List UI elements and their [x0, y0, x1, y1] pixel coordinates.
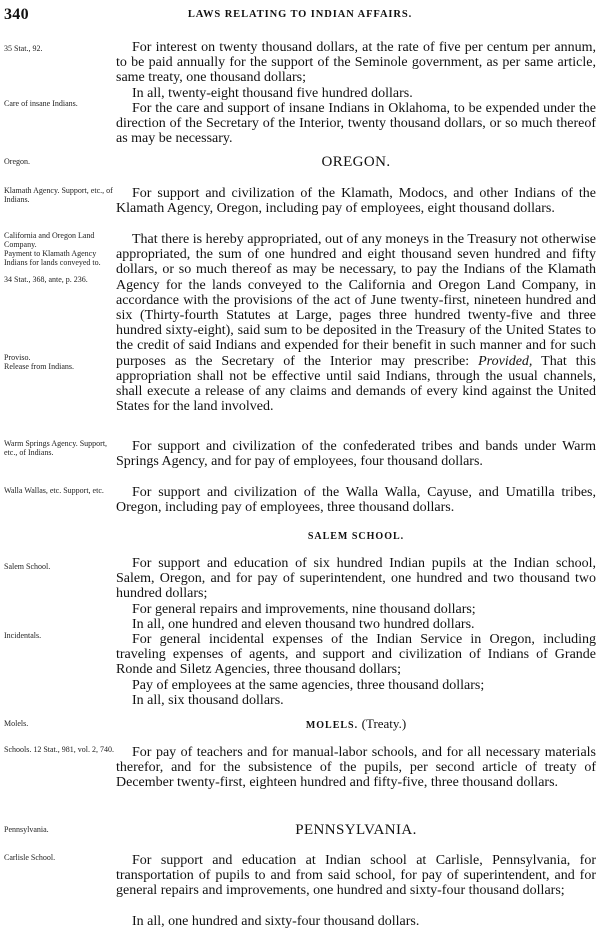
margin-note-proviso: Proviso.	[4, 353, 31, 362]
margin-note-oregon: Oregon.	[4, 157, 30, 166]
margin-note-pennsylvania: Pennsylvania.	[4, 825, 49, 834]
margin-note-schools: Schools. 12 Stat., 981, vol. 2, 740.	[4, 745, 115, 754]
paragraph-incidental-pay: Pay of employees at the same agencies, three thousand dollars;	[132, 678, 485, 693]
margin-note-warm-springs: Warm Springs Agency. Support, etc., of Indians.	[4, 439, 108, 457]
page-header	[4, 6, 596, 26]
paragraph-incidental: For general incidental expenses of the Indian Service in Oregon, including traveling expenses of agents, and support and civilization of Indians of Grande Ronde and Siletz Agencies, three thousand dollars;	[116, 632, 596, 678]
margin-note-molels: Molels.	[4, 719, 29, 728]
land-company-text-b: That this appropriation shall not be effective until said Indians, through the usual channels, shall execute a release of any claims and demands of every kind against the United States for the land involved.	[116, 353, 597, 415]
running-head: LAWS RELATING TO INDIAN AFFAIRS.	[187, 9, 413, 20]
heading-oregon: OREGON.	[321, 154, 391, 170]
heading-pennsylvania: PENNSYLVANIA.	[295, 822, 417, 838]
paragraph-walla-walla: For support and civilization of the Walla Walla, Cayuse, and Umatilla tribes, Oregon, including pay of employees, three thousand dollars.	[116, 485, 596, 516]
margin-note-release: Release from Indians.	[4, 362, 74, 371]
paragraph-molels: For pay of teachers and for manual-labor schools, and for all necessary materials therefor, and for the subsistence of the pupils, per second article of treaty of December twenty-first, eighteen hundred and fifty-five, three thousand dollars.	[116, 745, 596, 791]
margin-note-klamath: Klamath Agency. Support, etc., of Indians.	[4, 186, 113, 204]
margin-note-payment-klamath: Payment to Klamath Agency Indians for lands conveyed to.	[4, 249, 101, 267]
molels-title: MOLELS.	[305, 720, 359, 731]
paragraph-salem-support: For support and education of six hundred Indian pupils at the Indian school, Salem, Oregon, and for pay of superintendent, one hundred and two thousand two hundred dollars;	[116, 556, 596, 602]
paragraph-warm-springs: For support and civilization of the confederated tribes and bands under Warm Springs Agency, and for pay of employees, four thousand dollars.	[116, 439, 596, 470]
margin-note-walla-wallas: Walla Wallas, etc. Support, etc.	[4, 486, 104, 495]
paragraph-seminole: For interest on twenty thousand dollars, at the rate of five per centum per annum, to be paid annually for the support of the Seminole government, as per same article, same treaty, one thousand dollars;	[116, 40, 596, 86]
paragraph-incidental-total: In all, six thousand dollars.	[132, 693, 284, 708]
paragraph-seminole-total: In all, twenty-eight thousand five hundred dollars.	[132, 86, 413, 101]
margin-note-insane: Care of insane Indians.	[4, 99, 78, 108]
paragraph-salem-total: In all, one hundred and eleven thousand two hundred dollars.	[132, 617, 475, 632]
molels-treaty: (Treaty.)	[361, 716, 407, 731]
land-company-text-a: That there is hereby appropriated, out of any moneys in the Treasury not otherwise appropriated, the sum of one hundred and eight thousand seven hundred and fifty dollars, or so much thereof as may be necessary, to pay the Indians of the Klamath Agency for the lands conveyed to the California and Oregon Land Company, in accordance with the provisions of the act of June twenty-first, nineteen hundred and six (Thirty-fourth Statutes at Large, pages three hundred twenty-five and three hundred sixty-eight), said sum to be deposited in the Treasury of the United States to the credit of said Indians and expended for their benefit in such manner and for such purposes as the Secretary of the Interior may prescribe:	[116, 232, 596, 369]
paragraph-carlisle: For support and education at Indian school at Carlisle, Pennsylvania, for transportation of pupils to and from said school, for pay of superintendent, and for general repairs and improvements, one hundred and sixty-four thousand dollars;	[116, 853, 596, 899]
margin-note-stat-35-92: 35 Stat., 92.	[4, 44, 43, 53]
paragraph-carlisle-total: In all, one hundred and sixty-four thousand dollars.	[132, 914, 420, 929]
margin-note-carlisle: Carlisle School.	[4, 853, 56, 862]
paragraph-klamath: For support and civilization of the Klamath, Modocs, and other Indians of the Klamath Agency, Oregon, including pay of employees, eight thousand dollars.	[116, 186, 596, 217]
page-number: 340	[4, 6, 29, 23]
margin-note-california-oregon: California and Oregon Land Company.	[4, 231, 95, 249]
paragraph-insane: For the care and support of insane Indians in Oklahoma, to be expended under the direction of the Secretary of the Interior, twenty thousand dollars, or so much thereof as may be necessary.	[116, 101, 596, 147]
margin-note-stat-34-368: 34 Stat., 368, ante, p. 236.	[4, 275, 88, 284]
heading-molels	[116, 716, 596, 732]
margin-note-salem-school: Salem School.	[4, 562, 51, 571]
heading-salem-school: SALEM SCHOOL.	[307, 531, 405, 542]
paragraph-salem-repairs: For general repairs and improvements, nine thousand dollars;	[132, 602, 476, 617]
provided-word: Provided,	[478, 353, 533, 369]
paragraph-land-company	[116, 232, 596, 414]
margin-note-incidentals: Incidentals.	[4, 631, 42, 640]
